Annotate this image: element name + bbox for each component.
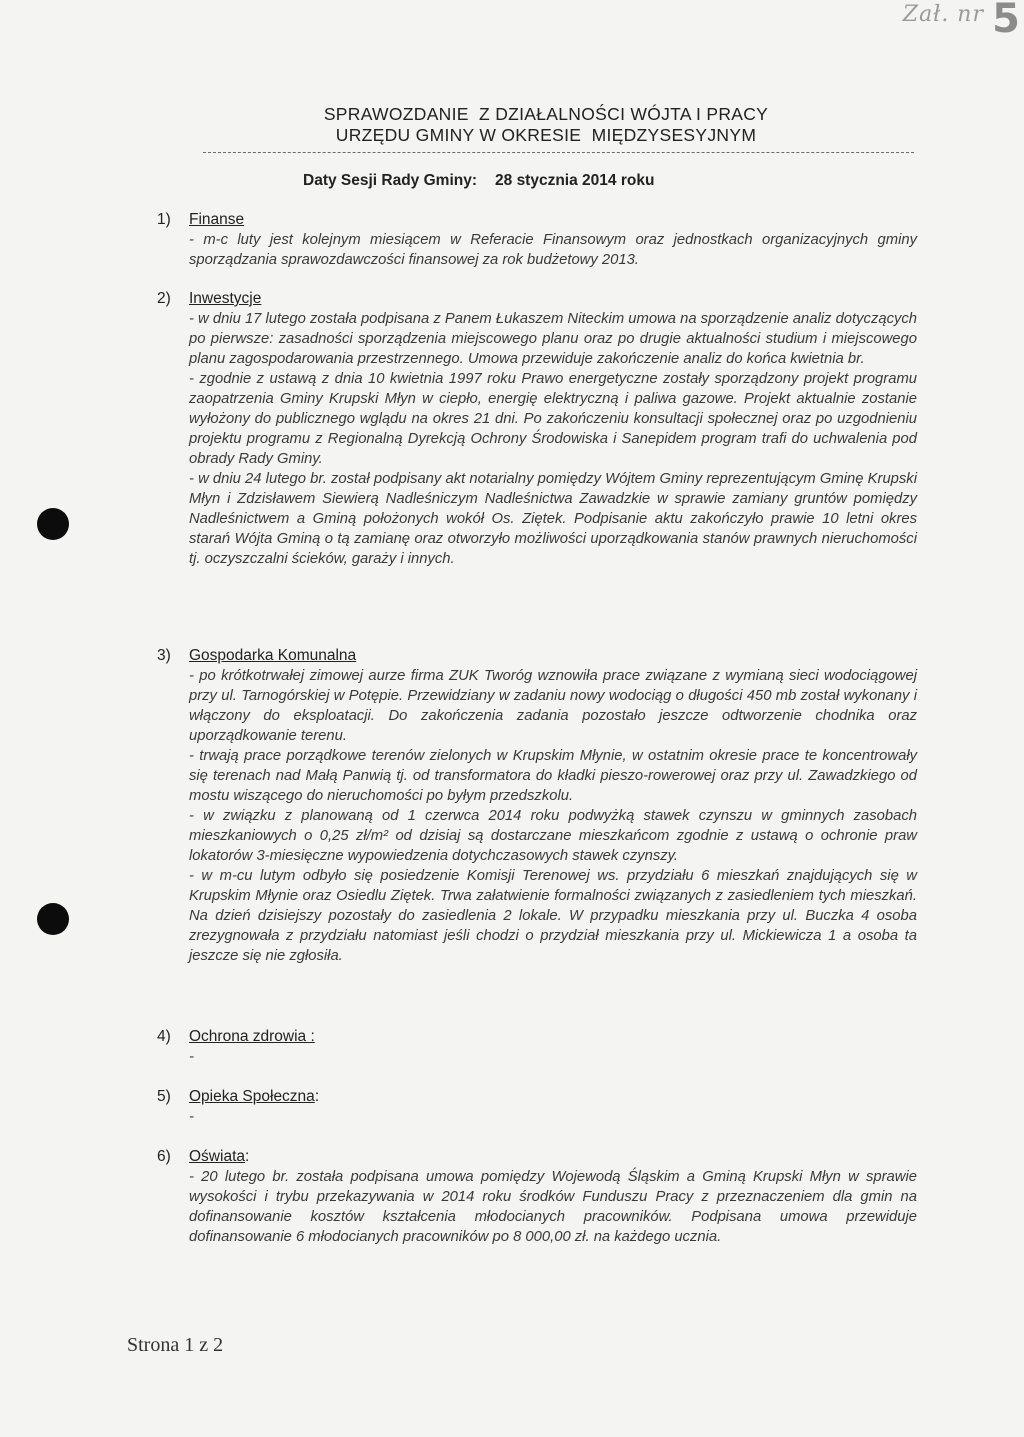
section-number: 4) bbox=[157, 1028, 171, 1045]
paragraph: - w związku z planowaną od 1 czerwca 2014 roku podwyżką stawek czynszu w gminnych zasobach mieszkaniowych o 0,25 zł/m² od dzisiaj są dostarczane mieszkańcom zgodnie z ustawą o ochronie praw lokatorów 3-miesięczne wypowiedzenia dotychczasowych stawek czynszy. bbox=[189, 808, 917, 864]
annex-number: 5 bbox=[992, 0, 1020, 42]
handwritten-annotation: Zał. nr bbox=[902, 2, 984, 27]
section-body bbox=[189, 1107, 917, 1127]
section-body bbox=[189, 230, 917, 270]
section-heading bbox=[157, 1087, 917, 1107]
section-heading bbox=[157, 210, 917, 230]
title-line-1: SPRAWOZDANIE Z DZIAŁALNOŚCI WÓJTA I PRACY bbox=[323, 104, 769, 124]
paragraph: - w dniu 24 lutego br. został podpisany akt notarialny pomiędzy Wójtem Gminy reprezentującym Gminę Krupski Młyn i Zdzisławem Siewierą Nadleśniczym Nadleśnictwa Zawadzkie w sprawie zamiany gruntów pomiędzy Nadleśnictwem a Gminą położonych wokół Os. Ziętek. Podpisanie aktu zakończyło prawie 10 letni okres starań Wójta Gminą o tą zamianę oraz otworzyło możliwości uporządkowania stanów prawnych nieruchomości tj. oczyszczalni ścieków, garaży i innych. bbox=[189, 471, 917, 567]
paragraph: - m-c luty jest kolejnym miesiącem w Referacie Finansowym oraz jednostkach organizacyjnych gminy sporządzania sprawozdawczości finansowej za rok budżetowy 2013. bbox=[189, 232, 917, 268]
section-body bbox=[189, 666, 917, 966]
section-ochrona-zdrowia bbox=[157, 1027, 917, 1067]
section-title-suffix: : bbox=[245, 1148, 250, 1165]
section-heading bbox=[157, 289, 917, 309]
section-number: 6) bbox=[157, 1148, 171, 1165]
section-title: Gospodarka Komunalna bbox=[189, 647, 357, 664]
section-title: Inwestycje bbox=[189, 290, 262, 307]
section-body bbox=[189, 309, 917, 569]
section-body bbox=[189, 1047, 917, 1067]
section-oswiata bbox=[157, 1147, 917, 1247]
section-title: Opieka Społeczna bbox=[189, 1088, 315, 1105]
session-date: 28 stycznia 2014 roku bbox=[495, 172, 655, 189]
section-gospodarka-komunalna bbox=[157, 646, 917, 966]
section-body bbox=[189, 1167, 917, 1247]
paragraph: - w dniu 17 lutego została podpisana z Panem Łukaszem Niteckim umowa na sporządzenie analiz dotyczących po pierwsze: zasadności sporządzenia miejscowego planu oraz po drugie aktualności studium i miejscowego planu zagospodarowania przestrzennego. Umowa przewiduje zakończenie analiz do końca kwietnia br. bbox=[189, 311, 917, 367]
section-heading bbox=[157, 646, 917, 666]
separator-line bbox=[203, 152, 914, 153]
session-info bbox=[303, 172, 654, 190]
paragraph: - 20 lutego br. została podpisana umowa pomiędzy Wojewodą Śląskim a Gminą Krupski Młyn w sprawie wysokości i trybu przekazywania w 2014 roku środków Funduszu Pracy z przeznaczeniem dla gmin na dofinansowanie kosztów kształcenia młodocianych pracowników. Podpisana umowa przewiduje dofinansowanie 6 młodocianych pracowników po 8 000,00 zł. na każdego ucznia. bbox=[189, 1169, 917, 1245]
section-number: 1) bbox=[157, 211, 171, 228]
section-heading bbox=[157, 1027, 917, 1047]
document-title bbox=[0, 104, 1024, 146]
section-number: 2) bbox=[157, 290, 171, 307]
section-heading bbox=[157, 1147, 917, 1167]
section-finanse bbox=[157, 210, 917, 270]
paragraph: - w m-cu lutym odbyło się posiedzenie Komisji Terenowej ws. przydziału 6 mieszkań znajdujących się w Krupskim Młynie oraz Osiedlu Ziętek. Trwa załatwienie formalności związanych z zasiedleniem tych mieszkań. Na dzień dzisiejszy pozostały do zasiedlenia 2 lokale. W przypadku mieszkania przy ul. Buczka 4 osoba zrezygnowała z przydziału natomiast jeśli chodzi o przydział mieszkania przy ul. Mickiewicza 1 a osoba ta jeszcze się nie zgłosiła. bbox=[189, 868, 917, 964]
page-number: Strona 1 z 2 bbox=[127, 1334, 224, 1356]
paragraph: - bbox=[189, 1109, 194, 1125]
paragraph: - po krótkotrwałej zimowej aurze firma ZUK Tworóg wznowiła prace związane z wymianą sieci wodociągowej przy ul. Tarnogórskiej w Potępie. Przewidziany w zadaniu nowy wodociąg o długości 450 mb został wykonany i włączony do eksploatacji. Do zakończenia zadania pozostało jeszcze odtworzenie chodnika oraz uporządkowanie terenu. bbox=[189, 668, 917, 744]
paragraph: - bbox=[189, 1049, 194, 1065]
section-title: Oświata bbox=[189, 1148, 245, 1165]
paragraph: - trwają prace porządkowe terenów zielonych w Krupskim Młynie, w ostatnim okresie prace te koncentrowały się terenach nad Małą Panwią tj. od transformatora do kładki pieszo-rowerowej oraz przy ul. Zawadzkiego od mostu wiszącego do nieruchomości po byłym przedszkolu. bbox=[189, 748, 917, 804]
section-title: Finanse bbox=[189, 211, 245, 228]
section-number: 3) bbox=[157, 647, 171, 664]
section-inwestycje bbox=[157, 289, 917, 569]
section-title-suffix: : bbox=[314, 1088, 320, 1105]
section-title: Ochrona zdrowia : bbox=[189, 1028, 315, 1045]
punch-hole bbox=[37, 903, 69, 935]
section-opieka-spoleczna bbox=[157, 1087, 917, 1127]
punch-hole bbox=[37, 508, 69, 540]
paragraph: - zgodnie z ustawą z dnia 10 kwietnia 1997 roku Prawo energetyczne zostały sporządzony projekt programu zaopatrzenia Gminy Krupski Młyn w ciepło, energię elektryczną i paliwa gazowe. Projekt aktualnie zostanie wyłożony do publicznego wglądu na okres 21 dni. Po zakończeniu konsultacji społecznej oraz po uzgodnieniu projektu programu z Regionalną Dyrekcją Ochrony Środowiska i Sanepidem program trafi do uchwalenia pod obrady Rady Gminy. bbox=[189, 371, 917, 467]
title-line-2: URZĘDU GMINY W OKRESIE MIĘDZYSESYJNYM bbox=[335, 125, 757, 145]
session-label: Daty Sesji Rady Gminy: bbox=[303, 172, 478, 189]
section-number: 5) bbox=[157, 1088, 171, 1105]
